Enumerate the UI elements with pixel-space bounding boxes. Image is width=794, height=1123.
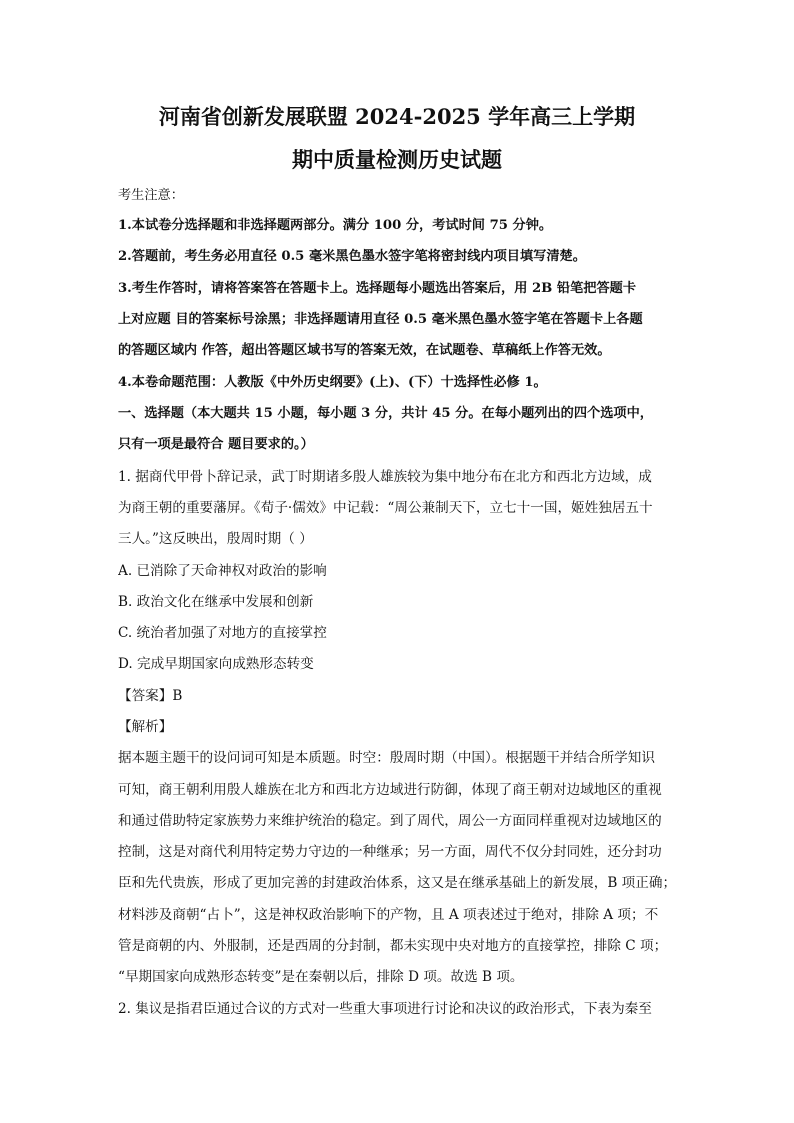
analysis-line-6: 材料涉及商朝“占卜”，这是神权政治影响下的产物，且 A 项表述过于绝对，排除 A 项；不 <box>118 907 659 923</box>
question1-option-c: C. 统治者加强了对地方的直接掌控 <box>118 625 327 641</box>
analysis-line-8: “早期国家向成熟形态转变”是在秦朝以后，排除 D 项。故选 B 项。 <box>118 969 524 985</box>
question1-analysis-label: 【解析】 <box>118 719 173 735</box>
question1-stem-line1: 1. 据商代甲骨卜辞记录，武丁时期诸多殷人雄族较为集中地分布在北方和西北方边域，成 <box>118 469 652 485</box>
analysis-line-1: 据本题主题干的设问词可知是本质题。时空：殷周时期（中国）。根据题干并结合所学知识 <box>118 750 655 766</box>
exam-title-line1: 河南省创新发展联盟 2024-2025 学年高三上学期 <box>158 104 636 129</box>
notice-item-3: 3.考生作答时，请将答案答在答题卡上。选择题每小题选出答案后，用 2B 铅笔把答题卡 <box>118 281 637 296</box>
analysis-line-4: 控制，这是对商代利用特定势力守边的一种继承；另一方面，周代不仅分封同姓，还分封功 <box>118 844 662 860</box>
question1-option-b: B. 政治文化在继承中发展和创新 <box>118 594 314 610</box>
section-heading-line1: 一、选择题（本大题共 15 小题，每小题 3 分，共计 45 分。在每小题列出的四个选项中， <box>118 406 653 421</box>
analysis-line-2: 可知，商王朝利用殷人雄族在北方和西北方边域进行防御，体现了商王朝对边域地区的重视 <box>118 782 662 798</box>
notice-item-2: 2.答题前，考生务必用直径 0.5 毫米黑色墨水签字笔将密封线内项目填写清楚。 <box>118 249 586 264</box>
question2-stem-line1: 2. 集议是指君臣通过合议的方式对一些重大事项进行讨论和决议的政治形式，下表为秦至 <box>118 1001 652 1017</box>
notice-item-3-cont2: 的答题区域内 作答，超出答题区域书写的答案无效，在试题卷、草稿纸上作答无效。 <box>118 343 611 358</box>
analysis-line-3: 和通过借助特定家族势力来维护统治的稳定。到了周代，周公一方面同样重视对边域地区的 <box>118 813 662 829</box>
notice-heading: 考生注意： <box>118 188 184 203</box>
question1-stem-line3: 三人。”这反映出，殷周时期（ ） <box>118 531 313 547</box>
notice-item-4: 4.本卷命题范围：人教版《中外历史纲要》(上)、(下）十选择性必修 1。 <box>118 375 547 390</box>
analysis-line-7: 管是商朝的内、外服制，还是西周的分封制，都未实现中央对地方的直接掌控，排除 C 项； <box>118 938 668 954</box>
notice-item-3-cont1: 上对应题 目的答案标号涂黑；非选择题请用直径 0.5 毫米黑色墨水签字笔在答题卡上各题 <box>118 312 643 327</box>
question1-option-d: D. 完成早期国家向成熟形态转变 <box>118 656 314 672</box>
notice-item-1: 1.本试卷分选择题和非选择题两部分。满分 100 分，考试时间 75 分钟。 <box>118 218 553 233</box>
question1-stem-line2: 为商王朝的重要藩屏。《荀子·儒效》中记载：“周公兼制天下，立七十一国，姬姓独居五十 <box>118 500 653 516</box>
analysis-line-5: 臣和先代贵族，形成了更加完善的封建政治体系，这又是在继承基础上的新发展，B 项正确； <box>118 875 677 891</box>
question1-option-a: A. 已消除了天命神权对政治的影响 <box>118 563 327 579</box>
section-heading-line2: 只有一项是最符合 题目要求的。） <box>118 437 314 452</box>
question1-answer: 【答案】B <box>118 688 183 704</box>
exam-title-line2: 期中质量检测历史试题 <box>292 147 502 172</box>
